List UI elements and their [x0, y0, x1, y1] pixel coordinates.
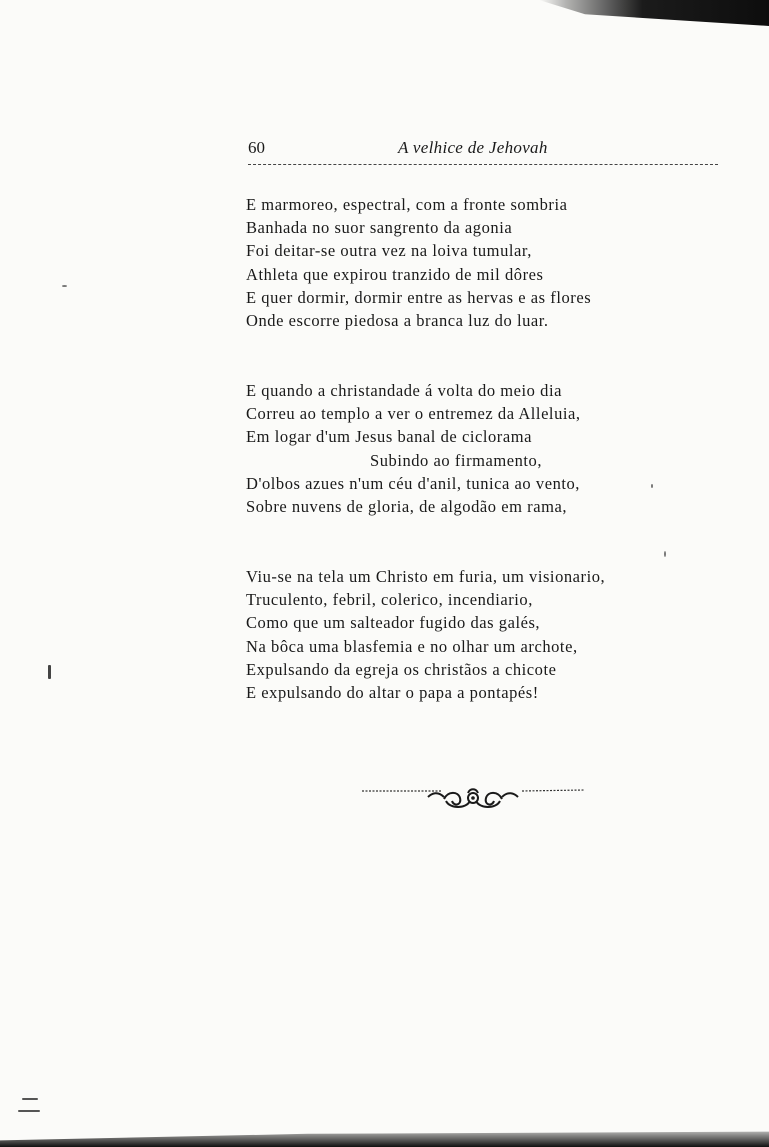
verse-line: Banhada no suor sangrento da agonia — [246, 218, 513, 238]
stanza-3 — [246, 565, 605, 704]
scan-edge-shadow-bottom — [0, 1125, 769, 1147]
verse-line: Onde escorre piedosa a branca luz do luar. — [246, 311, 549, 331]
page-number: 60 — [248, 138, 265, 157]
verse-line: E quer dormir, dormir entre as hervas e as flores — [246, 287, 592, 307]
verse-line: Foi deitar-se outra vez na loiva tumular, — [246, 241, 532, 261]
scan-speck — [18, 1110, 40, 1112]
verse-line: Correu ao templo a ver o entremez da Alleluia, — [246, 404, 581, 424]
verse-line: D'olbos azues n'um céu d'anil, tunica ao vento, — [246, 473, 580, 493]
header-rule — [248, 164, 718, 165]
verse-line: Em logar d'um Jesus banal de ciclorama — [246, 427, 532, 447]
fleuron-ornament-icon — [362, 783, 584, 813]
stanza-2 — [246, 379, 581, 518]
verse-line: Na bôca uma blasfemia e no olhar um archote, — [246, 636, 578, 656]
verse-line: E marmoreo, espectral, com a fronte sombria — [246, 195, 568, 214]
scan-speck — [22, 1098, 38, 1100]
page-header — [248, 138, 718, 162]
verse-line: Athleta que expirou tranzido de mil dôres — [246, 264, 544, 284]
scan-edge-shadow-top — [539, 0, 769, 26]
verse-line: E quando a christandade á volta do meio dia — [246, 381, 562, 400]
scan-speck — [48, 665, 51, 679]
verse-line: Viu-se na tela um Christo em furia, um visionario, — [246, 567, 606, 586]
verse-line: Como que um salteador fugido das galés, — [246, 613, 541, 633]
scan-speck — [651, 484, 653, 488]
running-title: A velhice de Jehovah — [398, 138, 548, 157]
verse-line: Expulsando da egreja os christãos a chicote — [246, 659, 557, 679]
verse-line: Truculento, febril, colerico, incendiario, — [246, 590, 533, 610]
verse-line: E expulsando do altar o papa a pontapés! — [246, 683, 539, 703]
stanza-1 — [246, 193, 591, 332]
verse-line: Sobre nuvens de gloria, de algodão em rama, — [246, 497, 568, 517]
scan-speck — [664, 551, 666, 557]
verse-line-indented: Subindo ao firmamento, — [370, 450, 543, 470]
scan-speck — [62, 285, 67, 287]
